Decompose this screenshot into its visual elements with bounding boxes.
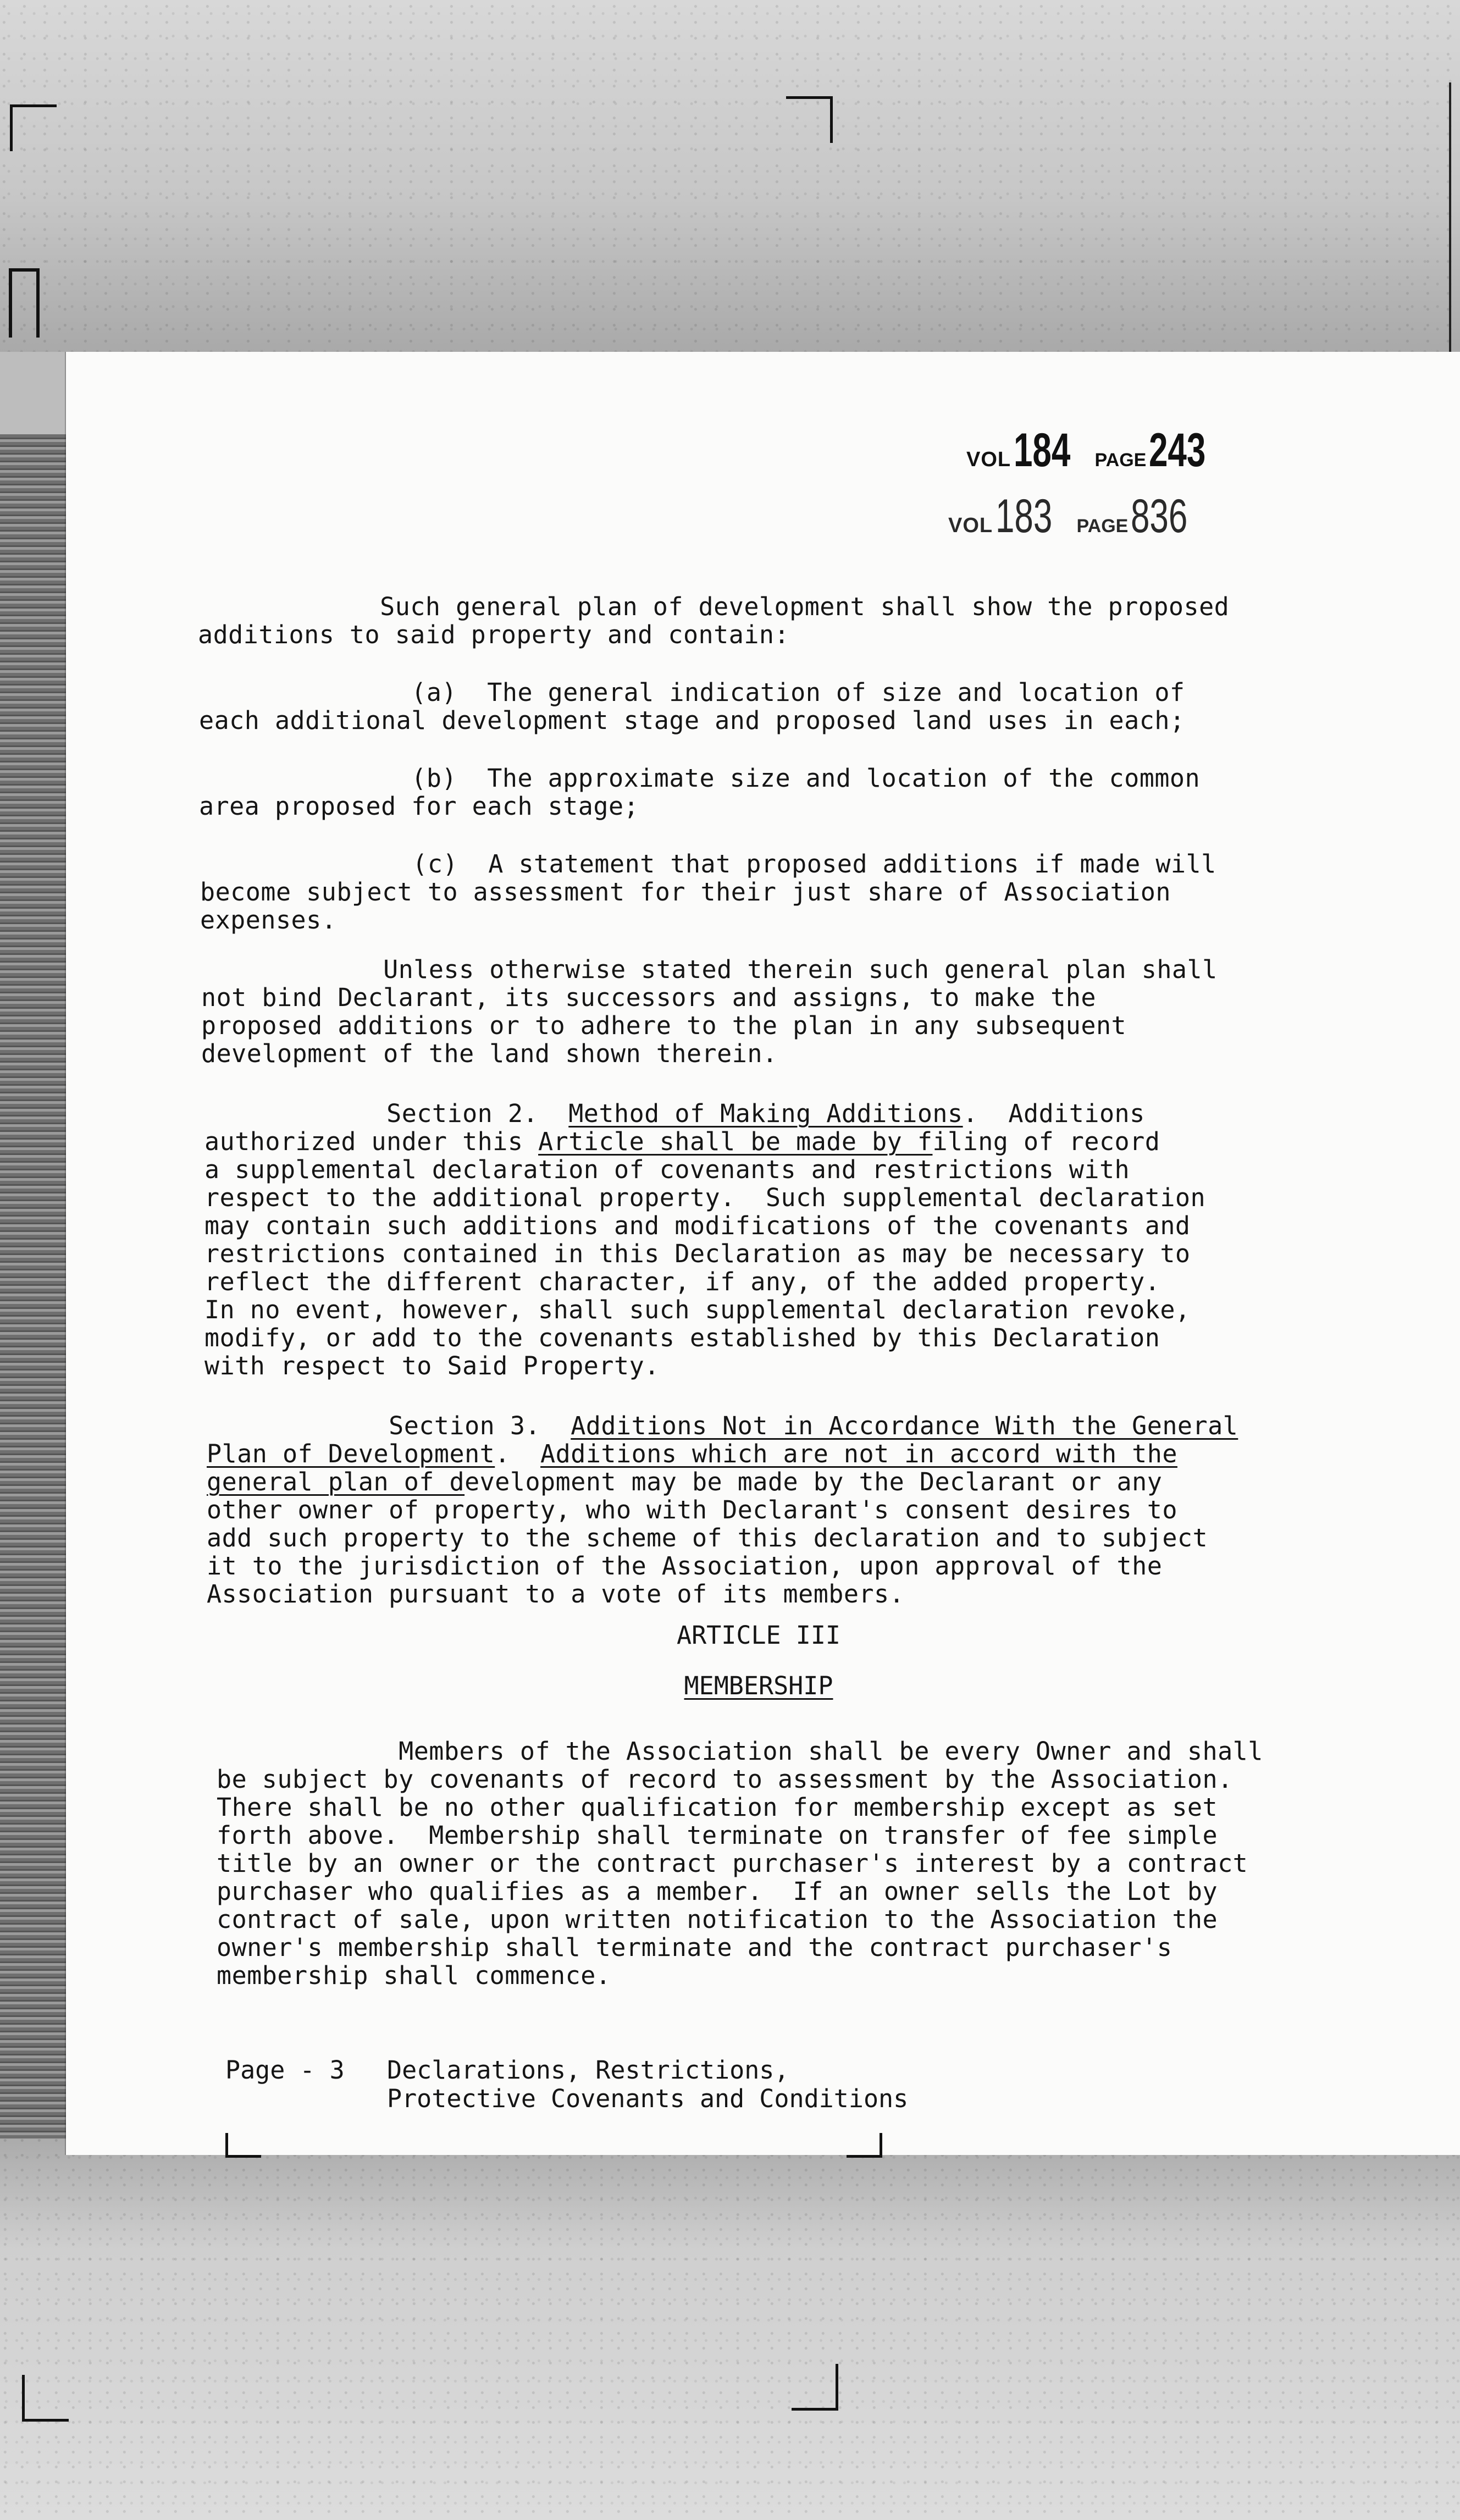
text-line: modify, or add to the covenants established by this Declaration	[204, 1323, 1160, 1352]
scan-noise-top	[0, 0, 1460, 352]
footer-line: Declarations, Restrictions,	[387, 2055, 789, 2085]
stamp-vol-number: 184	[1013, 424, 1070, 477]
text-line: add such property to the scheme of this declaration and to subject	[207, 1523, 1208, 1552]
crop-mark-bottom-left	[22, 2375, 69, 2422]
page-number: Page - 3	[225, 2055, 345, 2085]
text-line: Unless otherwise stated therein such general plan shall	[201, 955, 1218, 984]
recording-stamp-previous	[948, 489, 1209, 544]
stamp-vol-label: VOL	[948, 514, 993, 537]
text-line-underlined: Article shall be made by f	[538, 1127, 933, 1156]
stamp-vol-number: 183	[995, 490, 1052, 543]
text-line: iling of record	[932, 1127, 1160, 1156]
text-line: expenses.	[200, 905, 337, 935]
scan-edge-strip	[0, 434, 66, 2138]
paragraph-general-plan	[198, 593, 1229, 649]
crop-mark-inner-bottom-right	[847, 2133, 882, 2158]
text-line: There shall be no other qualification for membership except as set	[217, 1793, 1218, 1822]
crop-mark-bottom-right	[792, 2364, 838, 2411]
section-2-lead: Section 2.	[204, 1099, 569, 1128]
section-2-heading: Method of Making Additions	[568, 1099, 963, 1128]
text-line: (c) A statement that proposed additions if made will	[200, 849, 1216, 878]
text-line: Members of the Association shall be every Owner and shall	[217, 1737, 1263, 1766]
stamp-page-label: PAGE	[1094, 450, 1147, 471]
text-line: In no event, however, shall such supplemental declaration revoke,	[204, 1295, 1191, 1324]
stamp-page-label: PAGE	[1076, 516, 1129, 537]
text-line: reflect the different character, if any, of the added property.	[204, 1267, 1160, 1296]
text-line: area proposed for each stage;	[199, 792, 639, 821]
text-line-underlined: Additions which are not in accord with the	[540, 1439, 1177, 1468]
footer-line: Protective Covenants and Conditions	[387, 2084, 909, 2113]
text-line-underlined: general plan of d	[207, 1467, 465, 1496]
section-2-method-of-making-additions	[204, 1099, 1205, 1380]
text-line: proposed additions or to adhere to the plan in any subsequent	[201, 1011, 1127, 1040]
paragraph-item-a	[199, 678, 1185, 734]
paragraph-unless-otherwise	[201, 955, 1218, 1068]
text-line: title by an owner or the contract purchaser's interest by a contract	[217, 1849, 1248, 1878]
section-3-additions-not-in-accordance: Section 3. Additions Not in Accordance With the General Plan of Development. Additions which are not in accord with the general plan of development may be made by the Declarant or any other owner of property, who with Declarant's consent desires to add such property to the scheme of this declaration and to subject it to the jurisdiction of the Association, upon approval of the Association pursuant to a vote of its members.	[207, 1411, 1238, 1609]
text-line: become subject to assessment for their just share of Association	[200, 877, 1171, 907]
scan-noise-bottom	[0, 2133, 1460, 2520]
stamp-page-number: 836	[1130, 490, 1188, 543]
binder-clip-mark	[9, 268, 40, 338]
footer-document-title	[387, 2056, 908, 2113]
text-line: may contain such additions and modifications of the covenants and	[204, 1211, 1191, 1240]
text-line: evelopment may be made by the Declarant or any	[464, 1467, 1163, 1496]
text-line: (a) The general indication of size and location of	[199, 678, 1185, 707]
text-line: . Additions	[963, 1099, 1145, 1128]
article-number: ARTICLE III	[676, 1621, 840, 1650]
paragraph-item-c	[200, 850, 1216, 934]
text-line: membership shall commence.	[217, 1961, 611, 1990]
text-line: other owner of property, who with Declarant's consent desires to	[207, 1495, 1177, 1524]
stamp-page-number: 243	[1148, 424, 1206, 477]
text-line: (b) The approximate size and location of the common	[199, 764, 1201, 793]
crop-mark-top-left	[10, 104, 57, 151]
text-line: contract of sale, upon written notification to the Association the	[217, 1905, 1218, 1934]
text-line: each additional development stage and proposed land uses in each;	[199, 706, 1185, 735]
paragraph-item-b	[199, 764, 1200, 820]
text-line: it to the jurisdiction of the Association, upon approval of the	[207, 1551, 1163, 1580]
paragraph-membership	[217, 1737, 1263, 1990]
stamp-vol-label: VOL	[966, 448, 1011, 471]
section-3-heading: Additions Not in Accordance With the General	[571, 1411, 1238, 1440]
crop-mark-inner-bottom-left	[225, 2133, 261, 2158]
text-line: forth above. Membership shall terminate on transfer of fee simple	[217, 1821, 1218, 1850]
text-line: additions to said property and contain:	[198, 620, 790, 649]
section-3-lead: Section 3.	[207, 1411, 571, 1440]
text-line: respect to the additional property. Such supplemental declaration	[204, 1183, 1206, 1212]
crop-mark-top-right	[786, 96, 833, 143]
text-line: a supplemental declaration of covenants and restrictions with	[204, 1155, 1130, 1184]
text-line: be subject by covenants of record to assessment by the Association.	[217, 1765, 1233, 1794]
text-line: restrictions contained in this Declaration as may be necessary to	[204, 1239, 1191, 1268]
text-line: Association pursuant to a vote of its members.	[207, 1579, 905, 1609]
text-line: with respect to Said Property.	[204, 1351, 660, 1380]
text-line: not bind Declarant, its successors and assigns, to make the	[201, 983, 1096, 1012]
text-line: owner's membership shall terminate and the contract purchaser's	[217, 1933, 1173, 1962]
recording-stamp-current	[966, 423, 1227, 478]
text-line: development of the land shown therein.	[201, 1039, 778, 1068]
text-line: Such general plan of development shall show the proposed	[198, 592, 1230, 621]
text-line: purchaser who qualifies as a member. If an owner sells the Lot by	[217, 1877, 1218, 1906]
article-title: MEMBERSHIP	[684, 1671, 833, 1700]
text-line: authorized under this	[204, 1127, 539, 1156]
section-3-heading: Plan of Development	[207, 1439, 495, 1468]
